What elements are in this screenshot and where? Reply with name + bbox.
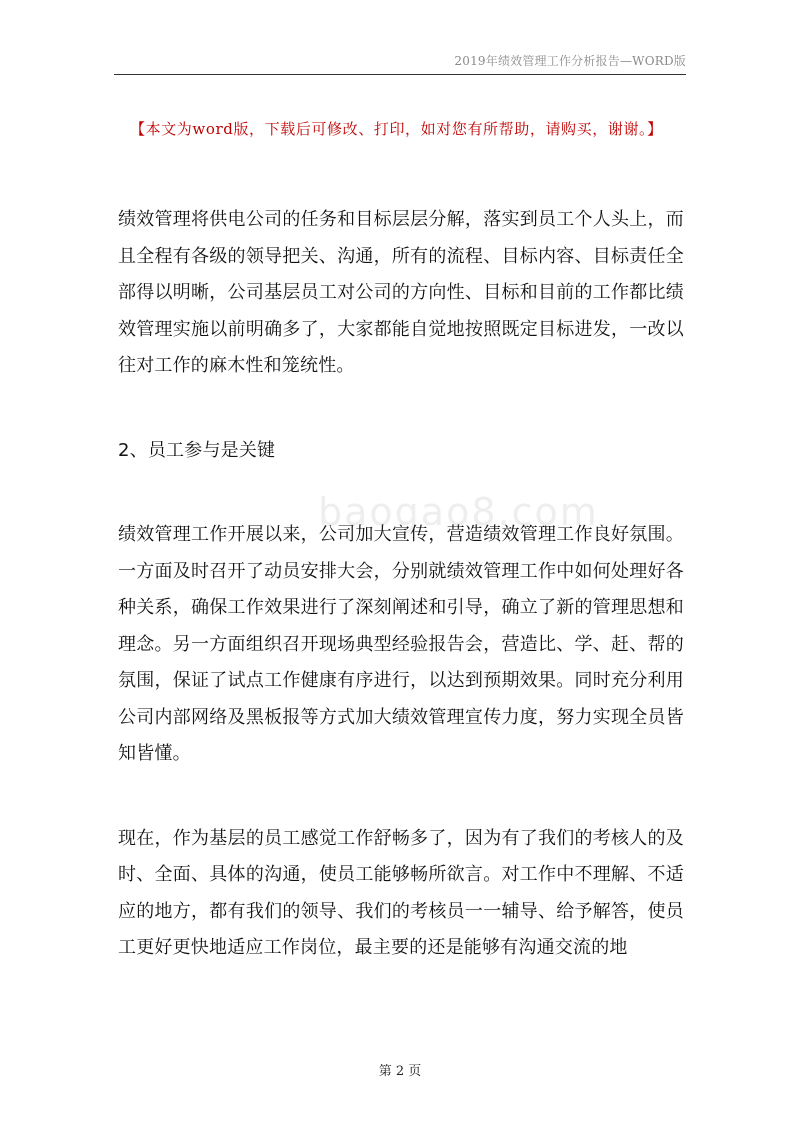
paragraph-performance-management: 绩效管理将供电公司的任务和目标层层分解，落实到员工个人头上，而且全程有各级的领导把关、沟通，所有的流程、目标内容、目标责任全部得以明晰，公司基层员工对公司的方向性、目标和目前的工作都比绩效管理实施以前明确多了，大家都能自觉地按照既定目标进发，一改以往对工作的麻木性和笼统性。 [118, 209, 684, 376]
watermark: baogao8.com [318, 490, 599, 534]
document-header-title: 2019年绩效管理工作分析报告—WORD版 [454, 54, 686, 68]
paragraph-communication: 现在，作为基层的员工感觉工作舒畅多了，因为有了我们的考核人的及时、全面、具体的沟通，使员工能够畅所欲言。对工作中不理解、不适应的地方，都有我们的领导、我们的考核员一一辅导、给予解答，使员工更好更快地适应工作岗位，最主要的还是能够有沟通交流的地 [118, 827, 684, 958]
paragraph-publicity: 绩效管理工作开展以来，公司加大宣传，营造绩效管理工作良好氛围。一方面及时召开了动员安排大会，分别就绩效管理工作中如何处理好各种关系，确保工作效果进行了深刻阐述和引导，确立了新的管理思想和理念。另一方面组织召开现场典型经验报告会，营造比、学、赶、帮的氛围，保证了试点工作健康有序进行，以达到预期效果。同时充分利用公司内部网络及黑板报等方式加大绩效管理宣传力度，努力实现全员皆知皆懂。 [118, 524, 684, 764]
section-heading-employee-participation: 2、员工参与是关键 [118, 439, 276, 461]
document-body [118, 202, 684, 967]
page-number: 第 2 页 [378, 1064, 422, 1079]
paragraph-spacer [118, 469, 684, 517]
word-version-notice: 【本文为word版，下载后可修改、打印，如对您有所帮助，请购买，谢谢。】 [130, 120, 663, 138]
paragraph-spacer [118, 385, 684, 433]
header-divider [114, 74, 686, 75]
paragraph-spacer [118, 773, 684, 821]
